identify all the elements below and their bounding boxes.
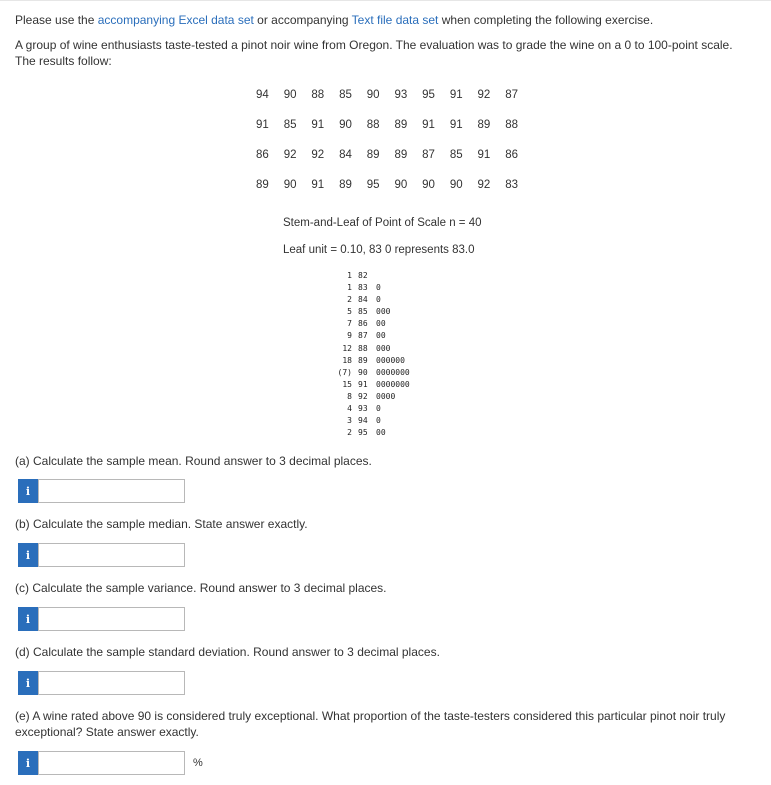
- stem-leaf-stem: 84: [358, 295, 368, 305]
- stem-leaf-row: [336, 306, 436, 318]
- data-value: 92: [311, 149, 325, 161]
- data-value: 84: [339, 149, 352, 161]
- data-value: 95: [422, 89, 435, 101]
- stem-leaf-depth: 12: [342, 343, 352, 353]
- question-d: (d) Calculate the sample standard deviation. Round answer to 3 decimal places.: [15, 645, 440, 659]
- stem-leaf-leaves: 0: [376, 295, 381, 305]
- stem-leaf-stem: 87: [358, 331, 368, 341]
- stem-leaf-row: [336, 282, 436, 294]
- data-value: 89: [256, 179, 269, 191]
- stem-leaf-leaves: [376, 270, 436, 282]
- stem-leaf-stem: 89: [358, 355, 368, 365]
- data-value: 94: [256, 89, 269, 101]
- stem-leaf-depth: 9: [347, 331, 352, 341]
- intro-suffix: when completing the following exercise.: [438, 13, 654, 27]
- data-value: 88: [366, 119, 380, 131]
- stem-leaf-leaves: 000: [376, 307, 391, 317]
- stem-leaf-depth: 5: [347, 307, 352, 317]
- stem-leaf-depth: 3: [347, 416, 352, 426]
- data-value: 91: [256, 119, 269, 131]
- stem-leaf-row: [336, 379, 436, 391]
- answer-input-d[interactable]: [38, 671, 185, 695]
- answer-input-a[interactable]: [38, 479, 185, 503]
- stem-leaf-row: [336, 427, 436, 439]
- answer-input-e[interactable]: [38, 751, 185, 775]
- intro-prefix: Please use the: [15, 13, 98, 27]
- stem-leaf-leaves: 0: [376, 416, 381, 426]
- stem-leaf-leaves: 00: [376, 428, 386, 438]
- stem-leaf-row: [336, 391, 436, 403]
- stem-leaf-leaves: 0000: [376, 391, 396, 401]
- stem-leaf-stem: 88: [358, 343, 368, 353]
- stem-leaf-depth: 2: [347, 295, 352, 305]
- stem-leaf-title: Stem-and-Leaf of Point of Scale n = 40: [283, 217, 482, 229]
- data-value: 89: [394, 119, 408, 131]
- stem-leaf-stem: 83: [358, 283, 368, 293]
- info-icon[interactable]: i: [18, 671, 38, 695]
- stem-leaf-row: [336, 270, 436, 282]
- stem-leaf-stem: 86: [358, 319, 368, 329]
- data-value: 90: [366, 89, 380, 101]
- text-data-link[interactable]: Text file data set: [351, 13, 439, 27]
- stem-leaf-stem: 91: [358, 379, 368, 389]
- data-row: [256, 117, 533, 147]
- data-value: 85: [283, 119, 297, 131]
- data-value: 92: [477, 89, 491, 101]
- data-value: 87: [422, 149, 435, 161]
- stem-leaf-row: [336, 330, 436, 342]
- instructions: [15, 12, 755, 28]
- stem-leaf-row: [336, 403, 436, 415]
- stem-leaf-depth: 2: [347, 428, 352, 438]
- stem-leaf-depth: (7): [337, 367, 352, 377]
- answer-row-a: [18, 479, 185, 503]
- stem-leaf-leaves: 0: [376, 404, 381, 414]
- stem-leaf-depth: 1: [347, 271, 352, 280]
- data-value: 91: [311, 119, 325, 131]
- data-value: 90: [283, 89, 297, 101]
- stem-leaf-display: [336, 270, 436, 439]
- data-value: 95: [366, 179, 380, 191]
- answer-row-e: [18, 751, 203, 775]
- question-c: (c) Calculate the sample variance. Round answer to 3 decimal places.: [15, 581, 387, 595]
- data-value: 91: [477, 149, 491, 161]
- info-icon[interactable]: i: [18, 607, 38, 631]
- data-value: 89: [366, 149, 380, 161]
- stem-leaf-row: [336, 367, 436, 379]
- data-value: 83: [505, 179, 518, 191]
- data-value: 91: [449, 89, 463, 101]
- stem-leaf-leaves: 00: [376, 319, 386, 329]
- data-value: 88: [505, 119, 518, 131]
- data-value: 90: [449, 179, 463, 191]
- answer-input-c[interactable]: [38, 607, 185, 631]
- stem-leaf-leaves: 00: [376, 331, 386, 341]
- question-a: (a) Calculate the sample mean. Round answer to 3 decimal places.: [15, 454, 372, 468]
- data-value: 93: [394, 89, 408, 101]
- data-table: [256, 87, 533, 207]
- data-value: 85: [449, 149, 463, 161]
- stem-leaf-stem: 90: [358, 367, 368, 377]
- stem-leaf-stem: 95: [358, 428, 368, 438]
- intro-middle: or accompanying: [253, 13, 352, 27]
- stem-leaf-leaves: 0: [376, 283, 381, 293]
- stem-leaf-depth: 4: [347, 404, 352, 414]
- stem-leaf-depth: 7: [347, 319, 352, 329]
- problem-statement: A group of wine enthusiasts taste-tested a pinot noir wine from Oregon. The evaluation was to grade the wine on a 0 to 100-point scale. The results follow:: [15, 38, 733, 68]
- data-value: 91: [422, 119, 435, 131]
- stem-leaf-leaves: 0000000: [376, 367, 410, 377]
- stem-leaf-row: [336, 343, 436, 355]
- percent-unit-label: %: [193, 757, 203, 769]
- data-value: 88: [311, 89, 325, 101]
- question-e: (e) A wine rated above 90 is considered truly exceptional. What proportion of the taste-testers considered this particular pinot noir truly exceptional? State answer exactly.: [15, 709, 726, 739]
- stem-leaf-leaves: 0000000: [376, 379, 410, 389]
- answer-row-b: [18, 543, 185, 567]
- answer-row-c: [18, 607, 185, 631]
- data-value: 89: [477, 119, 491, 131]
- data-value: 89: [394, 149, 408, 161]
- data-value: 90: [394, 179, 408, 191]
- stem-leaf-stem: 92: [358, 391, 368, 401]
- stem-leaf-depth: 18: [342, 355, 352, 365]
- data-value: 87: [505, 89, 518, 101]
- data-row: [256, 87, 533, 117]
- stem-leaf-row: [336, 318, 436, 330]
- data-value: 91: [311, 179, 325, 191]
- data-value: 92: [477, 179, 491, 191]
- stem-leaf-stem: 93: [358, 404, 368, 414]
- stem-leaf-depth: 1: [347, 283, 352, 293]
- info-icon[interactable]: i: [18, 479, 38, 503]
- answer-input-b[interactable]: [38, 543, 185, 567]
- stem-leaf-stem: 94: [358, 416, 368, 426]
- stem-leaf-stem: 82: [358, 271, 368, 280]
- data-value: 86: [256, 149, 269, 161]
- data-value: 86: [505, 149, 518, 161]
- stem-leaf-stem: 85: [358, 307, 368, 317]
- data-value: 92: [283, 149, 297, 161]
- data-row: [256, 147, 533, 177]
- stem-leaf-depth: 15: [342, 379, 352, 389]
- data-value: 90: [339, 119, 352, 131]
- data-value: 89: [339, 179, 352, 191]
- info-icon[interactable]: i: [18, 543, 38, 567]
- stem-leaf-row: [336, 355, 436, 367]
- stem-leaf-row: [336, 294, 436, 306]
- data-value: 91: [449, 119, 463, 131]
- info-icon[interactable]: i: [18, 751, 38, 775]
- excel-data-link[interactable]: accompanying Excel data set: [97, 13, 254, 27]
- stem-leaf-leaves: 000000: [376, 355, 405, 365]
- stem-leaf-depth: 8: [347, 391, 352, 401]
- data-value: 90: [283, 179, 297, 191]
- data-value: 90: [422, 179, 435, 191]
- data-value: 85: [339, 89, 352, 101]
- data-row: [256, 177, 533, 207]
- stem-leaf-row: [336, 415, 436, 427]
- stem-leaf-leaves: 000: [376, 343, 391, 353]
- answer-row-d: [18, 671, 185, 695]
- question-b: (b) Calculate the sample median. State answer exactly.: [15, 517, 308, 531]
- stem-leaf-unit: Leaf unit = 0.10, 83 0 represents 83.0: [283, 244, 475, 256]
